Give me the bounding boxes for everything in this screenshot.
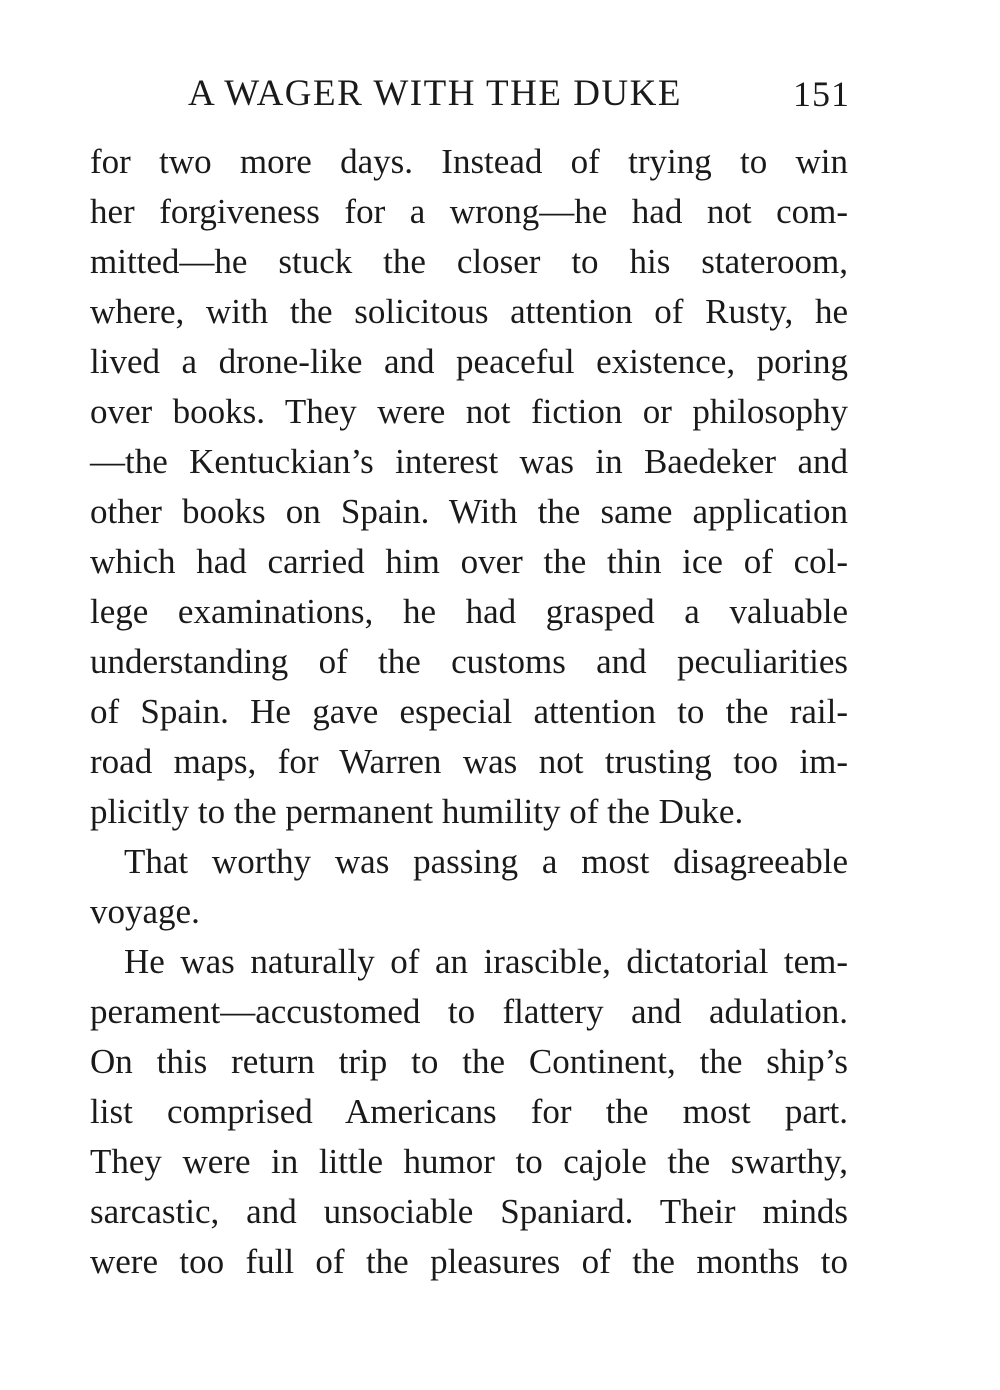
paragraph-1-line-14: plicitly to the permanent humility of the Duke. — [90, 792, 744, 831]
paragraph-1-line-2: her forgiveness for a wrong—he had not com- — [90, 192, 848, 231]
paragraph-3-line-1: He was naturally of an irascible, dictatorial tem- — [124, 942, 848, 981]
paragraph-1-line-11: understanding of the customs and peculiarities — [90, 642, 848, 681]
paragraph-1-line-1: for two more days. Instead of trying to win — [90, 142, 848, 181]
paragraph-3-line-4: list comprised Americans for the most part. — [90, 1092, 848, 1131]
paragraph-3-line-5: They were in little humor to cajole the swarthy, — [90, 1142, 848, 1181]
paragraph-1-line-6: over books. They were not fiction or philosophy — [90, 392, 848, 431]
paragraph-3-line-7: were too full of the pleasures of the months to — [90, 1242, 848, 1281]
paragraph-1-line-10: lege examinations, he had grasped a valuable — [90, 592, 848, 631]
running-title: A WAGER WITH THE DUKE — [188, 73, 682, 114]
paragraph-1-line-12: of Spain. He gave especial attention to the rail- — [90, 692, 848, 731]
paragraph-1-line-9: which had carried him over the thin ice of col- — [90, 542, 848, 581]
paragraph-3-line-6: sarcastic, and unsociable Spaniard. Their minds — [90, 1192, 848, 1231]
paragraph-1-line-13: road maps, for Warren was not trusting too im- — [90, 742, 848, 781]
paragraph-2-line-1: That worthy was passing a most disagreeable — [124, 842, 848, 881]
paragraph-1-line-4: where, with the solicitous attention of Rusty, he — [90, 292, 848, 331]
paragraph-3-line-2: perament—accustomed to flattery and adulation. — [90, 992, 848, 1031]
paragraph-3-line-3: On this return trip to the Continent, the ship’s — [90, 1042, 848, 1081]
paragraph-1-line-7: —the Kentuckian’s interest was in Baedeker and — [90, 442, 848, 481]
paragraph-1-line-8: other books on Spain. With the same application — [90, 492, 848, 531]
page-header — [90, 64, 850, 124]
paragraph-1-line-3: mitted—he stuck the closer to his stateroom, — [90, 242, 848, 281]
paragraph-1-line-5: lived a drone-like and peaceful existence, poring — [90, 342, 848, 381]
paragraph-2-line-2: voyage. — [90, 892, 200, 931]
page-number: 151 — [793, 74, 850, 114]
